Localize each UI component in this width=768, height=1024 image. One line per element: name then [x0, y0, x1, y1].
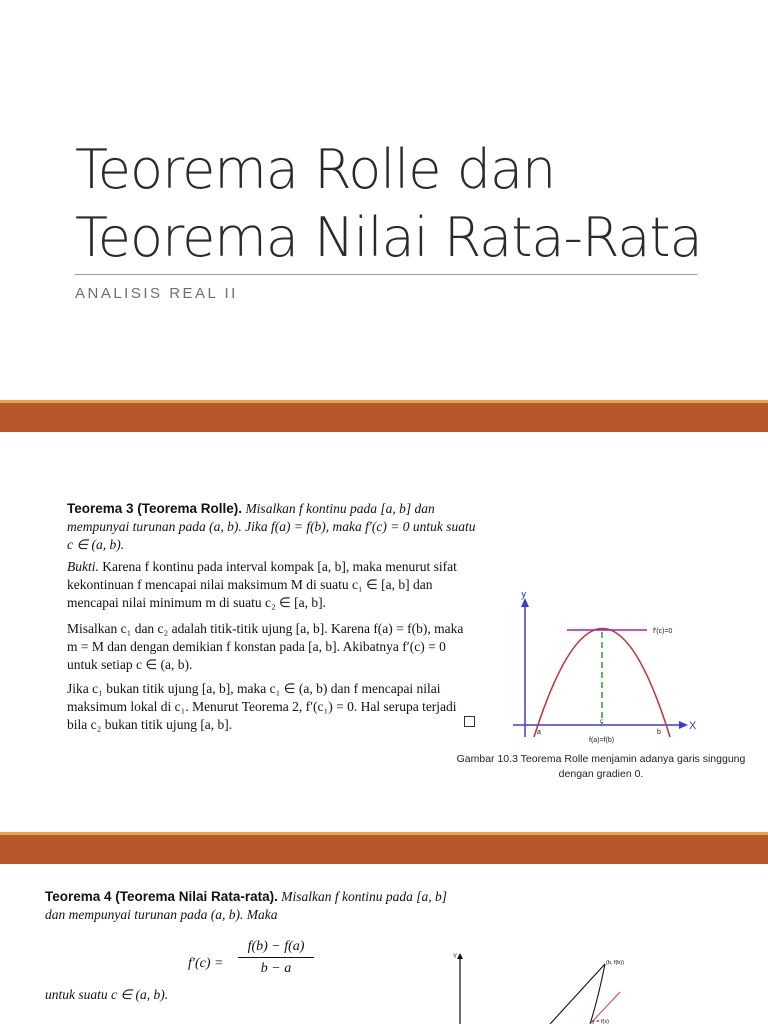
slide-title — [75, 136, 702, 272]
formula-denominator: b − a — [260, 961, 292, 976]
rolle-proof-paragraph-3: Jika c₁ bukan titik ujung [a, b], maka c₁ ∈ (a, b) dan f mencapai nilai maksimum lokal di c₁. Menurut Teorema 2, f′(c₁) = 0. Hal serupa terjadi bila c₂ bukan titik ujung [a, b]. — [67, 681, 457, 732]
title-line-1: Teorema Rolle dan — [75, 138, 556, 201]
fa-equals-fb-label: f(a)=f(b) — [589, 737, 615, 744]
rolle-proof-paragraph — [67, 558, 477, 612]
figure-caption — [442, 752, 760, 782]
mean-value-theorem-slide — [0, 864, 768, 1024]
rolle-theorem-slide — [0, 432, 768, 832]
secant-line — [550, 964, 605, 1024]
formula-numerator: f(b) − f(a) — [247, 939, 305, 954]
title-line-2: Teorema Nilai Rata-Rata — [75, 206, 702, 269]
slide-separator-2 — [0, 832, 768, 864]
caption-line-1: Gambar 10.3 Teorema Rolle menjamin adanya garis singgung — [456, 753, 746, 765]
a-label: a — [537, 729, 541, 736]
rolle-proof-paragraph-2: Misalkan c₁ dan c₂ adalah titik-titik ujung [a, b]. Karena f(a) = f(b), maka m = M dan dengan demikian f konstan pada [a, b]. Akibatnya f′(c) = 0 untuk setiap c ∈ (a, b). — [67, 621, 464, 672]
b-fb-point-label: (b, f(b)) — [606, 960, 625, 966]
title-divider — [75, 274, 697, 275]
caption-line-2: dengan gradien 0. — [558, 768, 644, 780]
mvt-body: Misalkan f kontinu pada [a, b] dan mempunyai turunan pada (a, b). Maka — [45, 889, 447, 922]
rolle-figure — [495, 592, 705, 750]
y-axis-label: y — [521, 592, 527, 600]
proof-heading: Bukti. — [67, 559, 99, 574]
x-axis-arrow-icon — [679, 721, 688, 729]
slide-separator-1 — [0, 400, 768, 432]
formula-lhs: f′(c) = — [188, 956, 224, 971]
rolle-theorem-statement — [67, 500, 477, 554]
proof-body: Karena f kontinu pada interval kompak [a, b], maka menurut sifat kekontinuan f mencapai nilai maksimum M di suatu c₁ ∈ [a, b] dan mencapai nilai minimum m di suatu c₂ ∈ [a, b]. — [67, 559, 457, 610]
mvt-figure — [440, 944, 750, 1024]
c-label: c — [600, 719, 603, 725]
mvt-statement — [45, 888, 455, 924]
mvt-heading: Teorema 4 (Teorema Nilai Rata-rata). — [45, 889, 278, 904]
x-axis-label: X — [689, 720, 697, 732]
fraction-bar — [238, 957, 314, 958]
b-label: b — [657, 729, 661, 736]
slide-subtitle: ANALISIS REAL II — [75, 285, 238, 302]
mvt-curve — [590, 964, 605, 1024]
mvt-conclusion: untuk suatu c ∈ (a, b). — [45, 987, 169, 1002]
tangent-label: f'(c)=0 — [653, 628, 673, 635]
mvt-y-arrow-icon — [457, 953, 463, 959]
mvt-y-label: Y — [453, 954, 458, 960]
rolle-theorem-body: Misalkan f kontinu pada [a, b] dan mempunyai turunan pada (a, b). Jika f(a) = f(b), maka f′(c) = 0 untuk suatu c ∈ (a, b). — [67, 501, 476, 552]
qed-square-icon — [464, 716, 475, 727]
rolle-theorem-heading: Teorema 3 (Teorema Rolle). — [67, 501, 243, 516]
title-slide — [0, 0, 768, 400]
fx-label: y = f(x) — [592, 1019, 609, 1024]
